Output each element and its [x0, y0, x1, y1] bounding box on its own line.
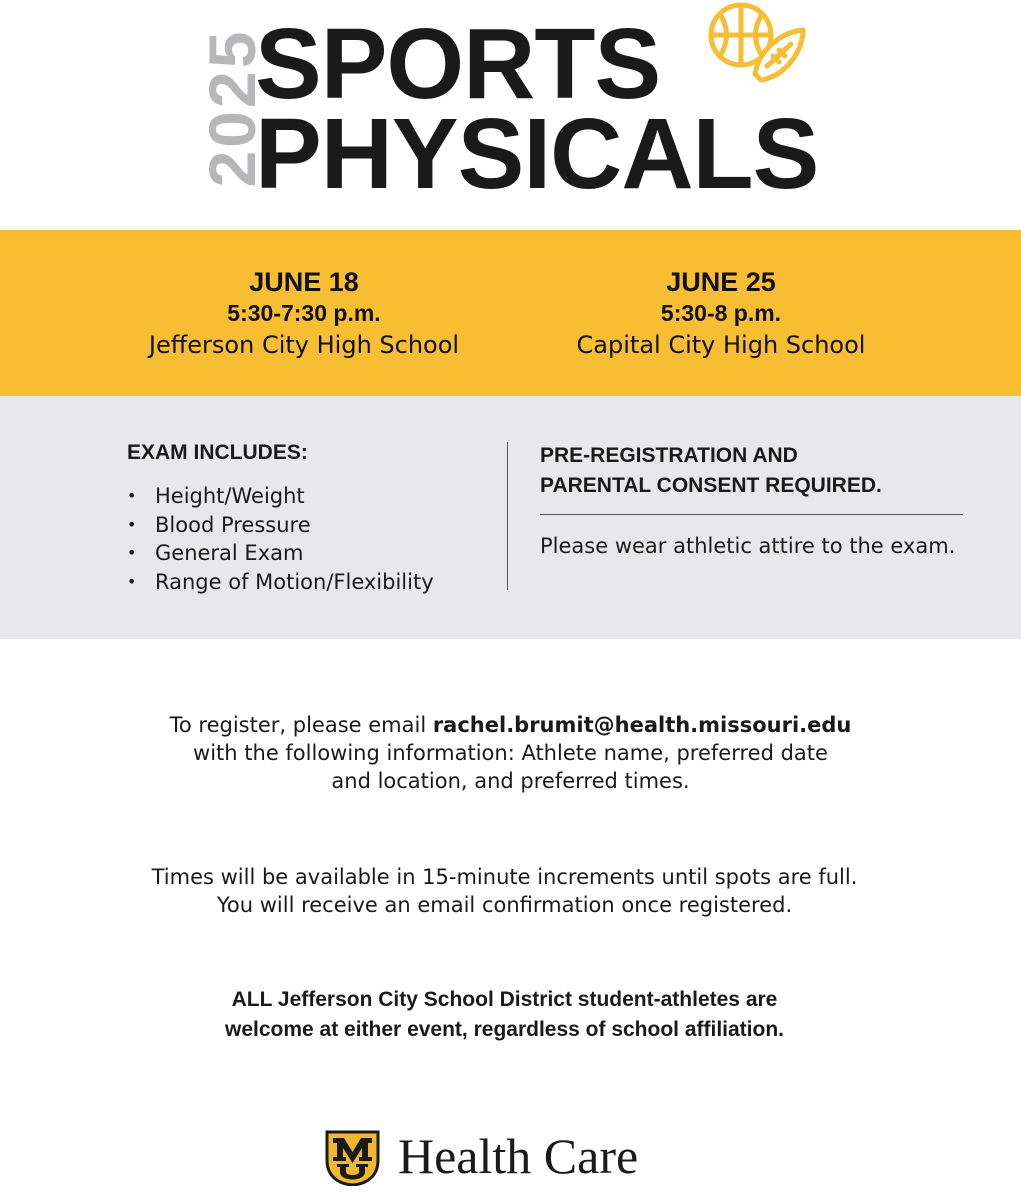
title-line-1: SPORTS	[255, 8, 661, 120]
exam-item: Blood Pressure	[155, 512, 311, 537]
year-label: 2025	[195, 28, 269, 188]
title-line-2: PHYSICALS	[255, 98, 819, 210]
event-time: 5:30-8 p.m.	[660, 300, 782, 326]
eligibility-line-2: welcome at either event, regardless of school affiliation.	[225, 1018, 784, 1041]
health-care-logo	[325, 1126, 705, 1186]
list-item	[127, 568, 434, 597]
requirements-heading-line-1: PRE-REGISTRATION AND	[540, 444, 798, 467]
event-location: Capital City High School	[576, 331, 866, 359]
exam-list	[127, 482, 434, 596]
requirements-heading-line-2: PARENTAL CONSENT REQUIRED.	[540, 474, 882, 497]
register-line-2: with the following information: Athlete name, preferred date	[193, 741, 828, 765]
list-item	[127, 482, 434, 511]
event-june-18	[149, 266, 459, 362]
event-date: JUNE 25	[666, 267, 776, 297]
bullet-icon: •	[127, 486, 137, 505]
times-line-1: Times will be available in 15-minute increments until spots are full.	[151, 865, 858, 889]
times-info	[0, 863, 1015, 919]
list-item	[127, 511, 434, 540]
sports-balls-icon	[703, 0, 813, 85]
event-time: 5:30-7:30 p.m.	[227, 300, 381, 326]
horizontal-divider	[540, 514, 963, 515]
requirements-heading	[540, 441, 882, 501]
bullet-icon: •	[127, 571, 137, 591]
bullet-icon: •	[127, 543, 137, 562]
list-item	[127, 539, 434, 568]
register-instructions	[0, 711, 1021, 795]
register-email-link[interactable]: rachel.brumit@health.missouri.edu	[432, 713, 852, 737]
exam-item: General Exam	[155, 541, 304, 565]
bullet-icon: •	[127, 514, 137, 534]
eligibility-note	[0, 985, 1015, 1045]
eligibility-line-1: ALL Jefferson City School District student-athletes are	[231, 988, 778, 1011]
exam-item: Range of Motion/Flexibility	[155, 569, 434, 594]
details-panel	[0, 396, 1021, 639]
exam-item: Height/Weight	[155, 484, 305, 508]
mu-logo-icon	[325, 1130, 380, 1186]
vertical-divider	[507, 442, 508, 590]
event-june-25	[577, 266, 866, 362]
event-location: Jefferson City High School	[148, 331, 460, 359]
event-band	[0, 230, 1021, 396]
exam-heading: EXAM INCLUDES:	[127, 441, 308, 464]
times-line-2: You will receive an email confirmation once registered.	[216, 893, 793, 917]
register-prefix: To register, please email	[169, 713, 433, 737]
header	[0, 0, 1021, 230]
event-date: JUNE 18	[249, 267, 359, 297]
register-line-3: and location, and preferred times.	[331, 769, 690, 793]
attire-note: Please wear athletic attire to the exam.	[540, 534, 956, 558]
logo-text: Health Care	[398, 1128, 639, 1184]
